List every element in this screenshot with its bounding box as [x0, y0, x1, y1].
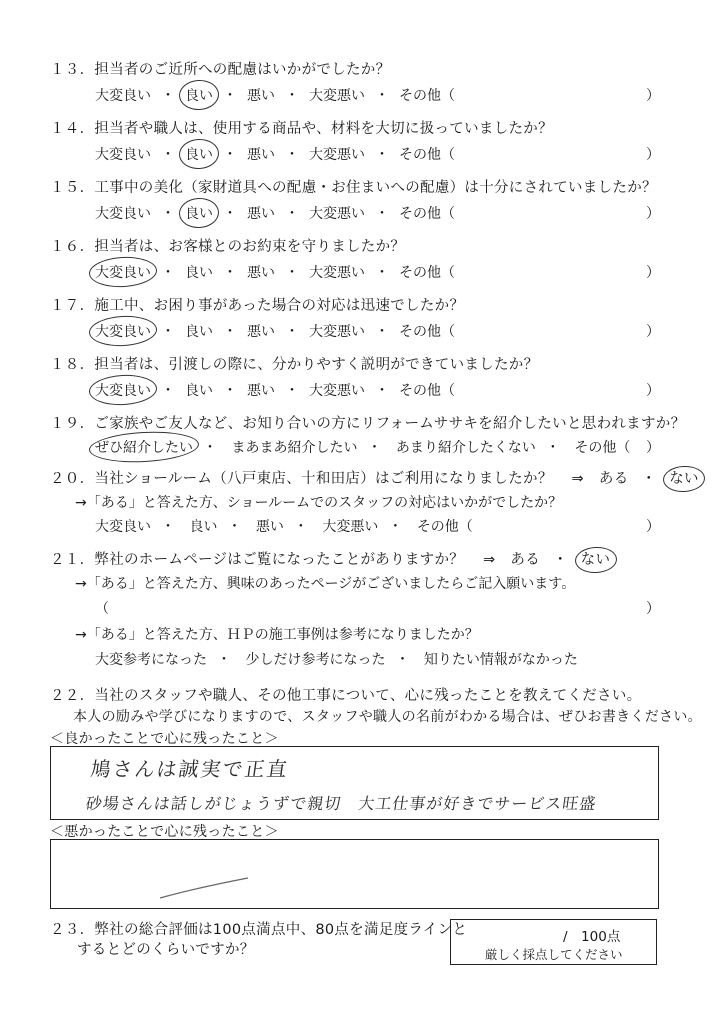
q17-option-4[interactable]: その他（ [399, 324, 455, 340]
q21-arrow: ⇒ [483, 552, 496, 568]
q17-paren-close: ） [646, 324, 660, 340]
option-separator: ・ [375, 265, 389, 281]
question-22-line2: 本人の励みや学びになりますので、スタッフや職人の名前がわかる場合は、ぜひお書きください。 [73, 709, 702, 725]
question-20: ２０．当社ショールーム（八戸東店、十和田店）はご利用になりましたか？ ⇒ ある ・ ない [50, 471, 699, 487]
bad-label: ＜悪かったことで心に残ったこと＞ [50, 824, 279, 840]
q21-option-1[interactable]: 少しだけ参考になった [245, 652, 386, 668]
q18-option-4[interactable]: その他（ [399, 383, 455, 399]
q15-option-3[interactable]: 大変悪い [309, 206, 365, 222]
q16-option-0[interactable]: 大変良い [95, 262, 151, 282]
q13-option-4[interactable]: その他（ [399, 88, 455, 104]
q14-option-3[interactable]: 大変悪い [309, 147, 365, 163]
q18-option-3[interactable]: 大変悪い [309, 383, 365, 399]
q18-option-0[interactable]: 大変良い [95, 380, 151, 400]
q21-option-0[interactable]: 大変参考になった [95, 652, 207, 668]
option-separator: ・ [223, 383, 237, 399]
q13-option-3[interactable]: 大変悪い [309, 88, 365, 104]
option-separator: ・ [161, 383, 175, 399]
q18-paren-close: ） [646, 383, 660, 399]
q17-option-0[interactable]: 大変良い [95, 321, 151, 341]
q15-option-4[interactable]: その他（ [399, 206, 455, 222]
q20-option-2[interactable]: 悪い [255, 519, 284, 535]
option-separator: ・ [285, 383, 299, 399]
q20-option-1[interactable]: 良い [189, 519, 218, 535]
option-separator: ・ [375, 324, 389, 340]
q20-options: 大変良い ・ 良い ・ 悪い ・ 大変悪い ・ その他（ [95, 516, 473, 536]
q17-option-1[interactable]: 良い [185, 324, 213, 340]
q21-option-2[interactable]: 知りたい情報がなかった [423, 652, 578, 668]
question-16: １６．担当者は、お客様とのお約束を守りましたか？ [50, 239, 406, 255]
q21-options: 大変参考になった ・ 少しだけ参考になった ・ 知りたい情報がなかった [95, 649, 578, 669]
question-22-line1: ２２．当社のスタッフや職人、その他工事について、心に残ったことを教えてください。 [50, 688, 642, 704]
q16-option-2[interactable]: 悪い [247, 265, 275, 281]
q20-no[interactable]: ない [669, 471, 699, 487]
q20-option-0[interactable]: 大変良い [95, 519, 151, 535]
option-separator: ・ [285, 88, 299, 104]
q15-paren-close: ） [646, 206, 660, 222]
stray-pen-stroke [156, 874, 256, 904]
option-separator: ・ [375, 206, 389, 222]
q21-text: ２１．弊社のホームページはご覧になったことがありますか？ [50, 552, 465, 568]
option-separator: ・ [223, 324, 237, 340]
good-comment-line1: 鳩さんは誠実で正直 [89, 757, 291, 781]
q19-option-3[interactable]: その他（ [574, 440, 631, 456]
q13-paren-close: ） [646, 88, 660, 104]
q19-option-0[interactable]: ぜひ紹介したい [95, 437, 193, 457]
option-separator: ・ [223, 265, 237, 281]
question-21: ２１．弊社のホームページはご覧になったことがありますか？ ⇒ ある ・ ない [50, 552, 611, 568]
good-label: ＜良かったことで心に残ったこと＞ [50, 731, 279, 747]
question-13: １３．担当者のご近所への配慮はいかがでしたか？ [50, 62, 391, 78]
question-18: １８．担当者は、引渡しの際に、分かりやすく説明ができていましたか？ [50, 357, 539, 373]
q14-option-2[interactable]: 悪い [247, 147, 275, 163]
q17-option-3[interactable]: 大変悪い [309, 324, 365, 340]
q20-option-3[interactable]: 大変悪い [322, 519, 379, 535]
q13-option-0[interactable]: 大変良い [95, 88, 151, 104]
question-23-line1: ２３．弊社の総合評価は100点満点中、80点を満足度ラインと [50, 922, 468, 938]
q13-option-1[interactable]: 良い [185, 85, 213, 105]
q15-option-0[interactable]: 大変良い [95, 206, 151, 222]
question-14-options [95, 144, 455, 164]
question-17: １７．施工中、お困り事があった場合の対応は迅速でしたか？ [50, 298, 465, 314]
q14-option-4[interactable]: その他（ [399, 147, 455, 163]
option-separator: ・ [161, 88, 175, 104]
good-comment-line2: 砂場さんは話しがじょうずで親切 大工仕事が好きでサービス旺盛 [84, 794, 598, 813]
q21-no[interactable]: ない [580, 552, 611, 568]
q20-option-4[interactable]: その他（ [416, 519, 473, 535]
q21-paren-open: （ [95, 601, 109, 617]
question-15-options [95, 203, 455, 223]
q19-options: ぜひ紹介したい ・ まあまあ紹介したい ・ あまり紹介したくない ・ その他（ [95, 437, 630, 457]
score-box[interactable] [450, 919, 657, 965]
option-separator: ・ [161, 147, 175, 163]
question-23-line2: するとどのくらいですか？ [77, 942, 255, 958]
q17-option-2[interactable]: 悪い [247, 324, 275, 340]
q16-option-1[interactable]: 良い [185, 265, 213, 281]
q19-option-1[interactable]: まあまあ紹介したい [231, 440, 358, 456]
q20-arrow: ⇒ [571, 471, 584, 487]
q16-option-4[interactable]: その他（ [399, 265, 455, 281]
q15-option-1[interactable]: 良い [185, 203, 213, 223]
q20-yes[interactable]: ある [598, 471, 629, 487]
option-separator: ・ [375, 383, 389, 399]
q21-paren-close: ） [646, 601, 660, 617]
option-separator: ・ [285, 265, 299, 281]
question-18-options [95, 380, 455, 400]
good-comment-box[interactable] [50, 746, 659, 820]
score-text: / 100点 [563, 929, 621, 945]
q20-text: ２０．当社ショールーム（八戸東店、十和田店）はご利用になりましたか？ [50, 471, 553, 487]
q21-follow2: →「ある」と答えた方、ＨＰの施工事例は参考になりましたか？ [75, 627, 479, 643]
q21-follow1: →「ある」と答えた方、興味のあったページがございましたらご記入願います。 [75, 576, 576, 592]
option-separator: ・ [223, 88, 237, 104]
score-note: 厳しく採点してください [485, 947, 623, 962]
option-separator: ・ [161, 324, 175, 340]
q15-option-2[interactable]: 悪い [247, 206, 275, 222]
option-separator: ・ [161, 265, 175, 281]
option-separator: ・ [223, 206, 237, 222]
question-13-options [95, 85, 455, 105]
option-separator: ・ [285, 147, 299, 163]
option-separator: ・ [375, 88, 389, 104]
option-separator: ・ [285, 324, 299, 340]
q18-option-1[interactable]: 良い [185, 383, 213, 399]
question-15: １５．工事中の美化（家財道具への配慮・お住まいへの配慮）は十分にされていましたか？ [50, 180, 657, 196]
q19-option-2[interactable]: あまり紹介したくない [395, 440, 536, 456]
q13-option-2[interactable]: 悪い [247, 88, 275, 104]
q20-paren-close: ） [646, 519, 660, 535]
q16-paren-close: ） [646, 265, 660, 281]
bad-comment-box[interactable] [50, 839, 659, 909]
q14-option-0[interactable]: 大変良い [95, 147, 151, 163]
q21-yes[interactable]: ある [510, 552, 541, 568]
q19-paren-close: ） [646, 440, 660, 456]
q14-option-1[interactable]: 良い [185, 144, 213, 164]
question-16-options [95, 262, 455, 282]
q20-follow: →「ある」と答えた方、ショールームでのスタッフの対応はいかがでしたか？ [75, 495, 563, 511]
option-separator: ・ [223, 147, 237, 163]
question-14: １４．担当者や職人は、使用する商品や、材料を大切に扱っていましたか？ [50, 121, 553, 137]
q18-option-2[interactable]: 悪い [247, 383, 275, 399]
option-separator: ・ [161, 206, 175, 222]
option-separator: ・ [285, 206, 299, 222]
question-17-options [95, 321, 455, 341]
question-19: １９．ご家族やご友人など、お知り合いの方にリフォームササキを紹介したいと思われますか？ [50, 416, 686, 432]
option-separator: ・ [375, 147, 389, 163]
q14-paren-close: ） [646, 147, 660, 163]
q16-option-3[interactable]: 大変悪い [309, 265, 365, 281]
